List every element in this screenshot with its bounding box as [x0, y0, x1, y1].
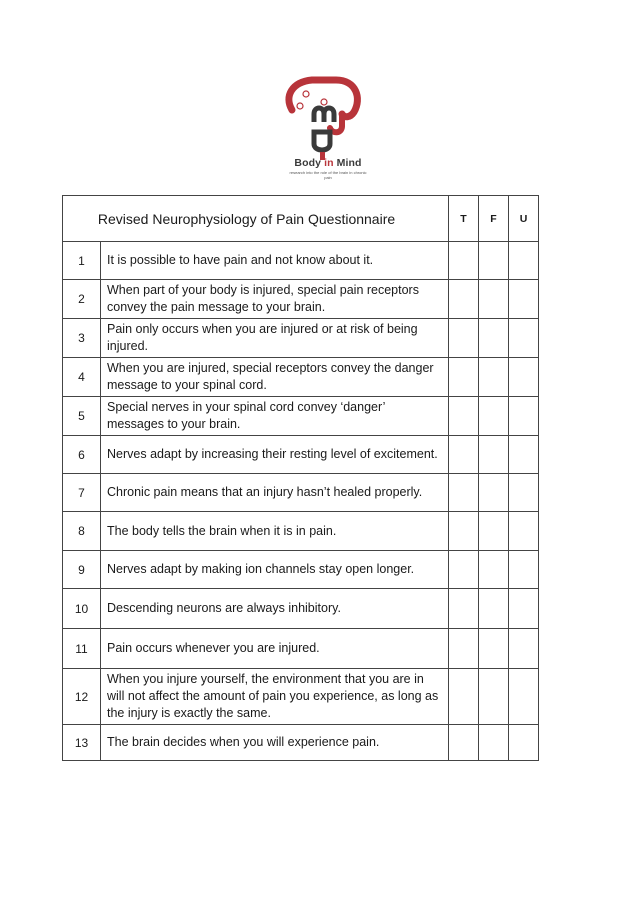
- table-row: [63, 669, 539, 725]
- answer-box-false[interactable]: [479, 280, 509, 319]
- table-row: [63, 280, 539, 319]
- answer-box-unsure[interactable]: [509, 436, 539, 474]
- answer-box-true[interactable]: [449, 629, 479, 669]
- answer-box-false[interactable]: [479, 319, 509, 358]
- item-statement: It is possible to have pain and not know about it.: [101, 242, 449, 280]
- item-statement: Nerves adapt by making ion channels stay open longer.: [101, 551, 449, 589]
- answer-box-true[interactable]: [449, 669, 479, 725]
- item-statement: Pain occurs whenever you are injured.: [101, 629, 449, 669]
- item-statement: Chronic pain means that an injury hasn’t healed properly.: [101, 474, 449, 512]
- item-statement: Nerves adapt by increasing their resting level of excitement.: [101, 436, 449, 474]
- header-false: F: [479, 196, 509, 242]
- answer-box-true[interactable]: [449, 358, 479, 397]
- answer-box-false[interactable]: [479, 474, 509, 512]
- answer-box-true[interactable]: [449, 242, 479, 280]
- answer-box-true[interactable]: [449, 436, 479, 474]
- answer-box-unsure[interactable]: [509, 280, 539, 319]
- header-true: T: [449, 196, 479, 242]
- item-statement: When you are injured, special receptors convey the danger message to your spinal cord.: [101, 358, 449, 397]
- header-unsure: U: [509, 196, 539, 242]
- item-number: 2: [63, 280, 101, 319]
- answer-box-unsure[interactable]: [509, 397, 539, 436]
- answer-box-true[interactable]: [449, 319, 479, 358]
- answer-box-unsure[interactable]: [509, 669, 539, 725]
- item-number: 12: [63, 669, 101, 725]
- answer-box-true[interactable]: [449, 725, 479, 761]
- item-number: 3: [63, 319, 101, 358]
- answer-box-unsure[interactable]: [509, 589, 539, 629]
- table-row: [63, 589, 539, 629]
- item-number: 4: [63, 358, 101, 397]
- item-statement: When you injure yourself, the environment that you are in will not affect the amount of pain you experience, as long as the injury is exactly the same.: [101, 669, 449, 725]
- brain-logo-icon: [270, 72, 380, 162]
- item-number: 13: [63, 725, 101, 761]
- answer-box-unsure[interactable]: [509, 512, 539, 551]
- item-number: 11: [63, 629, 101, 669]
- answer-box-unsure[interactable]: [509, 242, 539, 280]
- brand-tagline: research into the role of the brain in chronic pain: [289, 170, 367, 180]
- item-statement: The body tells the brain when it is in pain.: [101, 512, 449, 551]
- item-statement: Pain only occurs when you are injured or at risk of being injured.: [101, 319, 449, 358]
- answer-box-unsure[interactable]: [509, 358, 539, 397]
- answer-box-unsure[interactable]: [509, 551, 539, 589]
- table-row: [63, 436, 539, 474]
- item-number: 7: [63, 474, 101, 512]
- table-row: [63, 629, 539, 669]
- item-number: 5: [63, 397, 101, 436]
- brand-name: Body in Mind: [294, 157, 362, 169]
- answer-box-false[interactable]: [479, 589, 509, 629]
- item-statement: Descending neurons are always inhibitory.: [101, 589, 449, 629]
- table-row: [63, 551, 539, 589]
- answer-box-unsure[interactable]: [509, 474, 539, 512]
- answer-box-true[interactable]: [449, 474, 479, 512]
- answer-box-false[interactable]: [479, 512, 509, 551]
- answer-box-false[interactable]: [479, 725, 509, 761]
- item-number: 6: [63, 436, 101, 474]
- item-statement: Special nerves in your spinal cord convey ‘danger’ messages to your brain.: [101, 397, 449, 436]
- item-number: 8: [63, 512, 101, 551]
- answer-box-false[interactable]: [479, 436, 509, 474]
- table-row: [63, 319, 539, 358]
- answer-box-true[interactable]: [449, 397, 479, 436]
- table-row: [63, 474, 539, 512]
- table-row: [63, 358, 539, 397]
- item-number: 10: [63, 589, 101, 629]
- table-row: [63, 512, 539, 551]
- table-row: [63, 725, 539, 761]
- answer-box-false[interactable]: [479, 551, 509, 589]
- answer-box-true[interactable]: [449, 280, 479, 319]
- item-number: 1: [63, 242, 101, 280]
- item-statement: The brain decides when you will experience pain.: [101, 725, 449, 761]
- answer-box-false[interactable]: [479, 397, 509, 436]
- answer-box-unsure[interactable]: [509, 319, 539, 358]
- answer-box-false[interactable]: [479, 669, 509, 725]
- answer-box-unsure[interactable]: [509, 725, 539, 761]
- answer-box-true[interactable]: [449, 589, 479, 629]
- questionnaire-table: [62, 195, 539, 761]
- table-row: [63, 397, 539, 436]
- answer-box-unsure[interactable]: [509, 629, 539, 669]
- table-header-row: [63, 196, 539, 242]
- answer-box-false[interactable]: [479, 629, 509, 669]
- item-number: 9: [63, 551, 101, 589]
- answer-box-true[interactable]: [449, 551, 479, 589]
- answer-box-false[interactable]: [479, 358, 509, 397]
- answer-box-false[interactable]: [479, 242, 509, 280]
- item-statement: When part of your body is injured, special pain receptors convey the pain message to your brain.: [101, 280, 449, 319]
- table-row: [63, 242, 539, 280]
- answer-box-true[interactable]: [449, 512, 479, 551]
- questionnaire-title: Revised Neurophysiology of Pain Questionnaire: [63, 196, 449, 242]
